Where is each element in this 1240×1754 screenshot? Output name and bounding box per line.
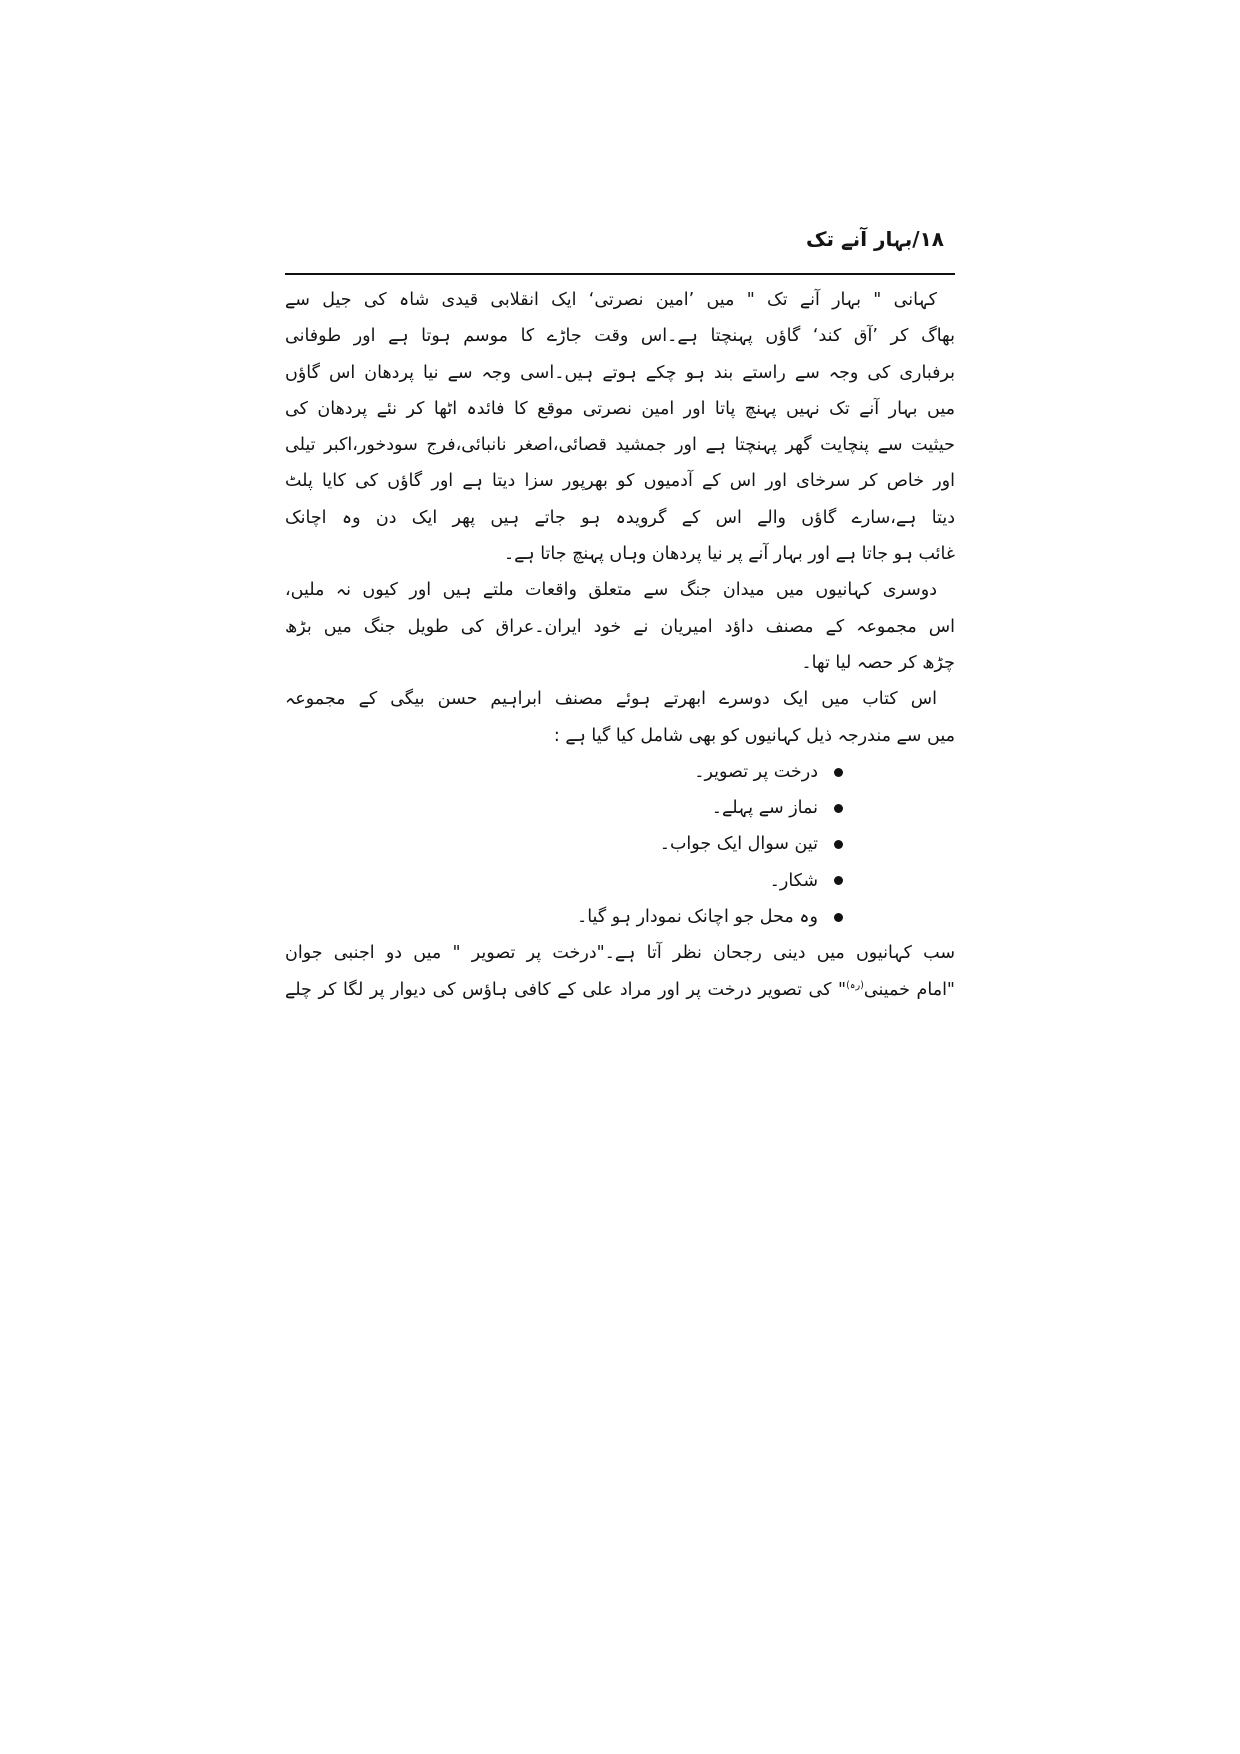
paragraph — [285, 935, 955, 1008]
text-fragment: " کی تصویر درخت پر اور مراد علی کے کافی ہاؤس کی دیوار پر لگا کر چلے — [285, 979, 847, 1000]
list-item — [285, 790, 955, 826]
list-item-text: تین سوال ایک جواب۔ — [659, 834, 818, 855]
body-text — [285, 282, 955, 1008]
list-item-text: شکار۔ — [769, 870, 818, 891]
text-line: دیتا ہے،سارے گاؤں والے اس کے گرویدہ ہو جاتے ہیں پھر ایک دن وہ اچانک — [285, 507, 955, 528]
text-line: برفباری کی وجہ سے راستے بند ہو چکے ہوتے ہیں۔اسی وجہ سے نیا پردھان اس گاؤں — [285, 362, 955, 383]
text-line: میں سے مندرجہ ذیل کہانیوں کو بھی شامل کیا گیا ہے : — [553, 725, 955, 746]
list-item — [285, 826, 955, 862]
bullet-marker — [834, 840, 843, 849]
paragraph — [285, 572, 955, 681]
bullet-marker — [834, 913, 843, 922]
text-line: حیثیت سے پنچایت گھر پہنچتا ہے اور جمشید قصائی،اصغر نانبائی،فرج سودخور،اکبر تیلی — [285, 435, 955, 456]
bullet-marker — [834, 804, 843, 813]
honorific-superscript: (رہ) — [846, 979, 864, 991]
list-item-text: وہ محل جو اچانک نمودار ہو گیا۔ — [576, 907, 818, 928]
bullet-marker — [834, 768, 843, 777]
header-rule — [285, 273, 955, 275]
text-line — [285, 972, 955, 1008]
text-line: اور خاص کر سرخای اور اس کے آدمیوں کو بھرپور سزا دیتا ہے اور گاؤں کی کایا پلٹ — [285, 471, 955, 492]
running-head: ۱۸/بہار آنے تک — [806, 227, 944, 251]
text-fragment: "امام خمینی — [863, 979, 955, 1000]
text-line: غائب ہو جاتا ہے اور بہار آنے پر نیا پردھان وہاں پہنچ جاتا ہے۔ — [503, 544, 955, 565]
text-line: کہانی " بہار آنے تک " میں ’امین نصرتی‘ ایک انقلابی قیدی شاہ کی جیل سے — [285, 290, 937, 310]
list-item — [285, 754, 955, 790]
text-line: میں بہار آنے تک نہیں پہنچ پاتا اور امین نصرتی موقع کا فائدہ اٹھا کر نئے پردھان کی — [285, 398, 955, 419]
text-line: اس کتاب میں ایک دوسرے ابھرتے ہوئے مصنف ابراہیم حسن بیگی کے مجموعہ — [285, 689, 937, 710]
bullet-marker — [834, 876, 843, 885]
text-line: اس مجموعہ کے مصنف داؤد امیریان نے خود ایران۔عراق کی طویل جنگ میں بڑھ — [285, 616, 955, 637]
list-item-text: نماز سے پہلے۔ — [711, 798, 818, 819]
text-line: چڑھ کر حصہ لیا تھا۔ — [801, 652, 955, 673]
paragraph — [285, 681, 955, 754]
text-line: بھاگ کر ’آق کند‘ گاؤں پہنچتا ہے۔اس وقت جاڑے کا موسم ہوتا ہے اور طوفانی — [285, 326, 955, 347]
bulleted-list — [285, 754, 955, 935]
list-item-text: درخت پر تصویر۔ — [694, 761, 818, 782]
list-item — [285, 863, 955, 899]
text-line: سب کہانیوں میں دینی رجحان نظر آتا ہے۔"درخت پر تصویر " میں دو اجنبی جوان — [285, 943, 955, 964]
list-item — [285, 899, 955, 935]
text-line: دوسری کہانیوں میں میدان جنگ سے متعلق واقعات ملتے ہیں اور کیوں نہ ملیں، — [285, 580, 937, 601]
paragraph — [285, 282, 955, 572]
